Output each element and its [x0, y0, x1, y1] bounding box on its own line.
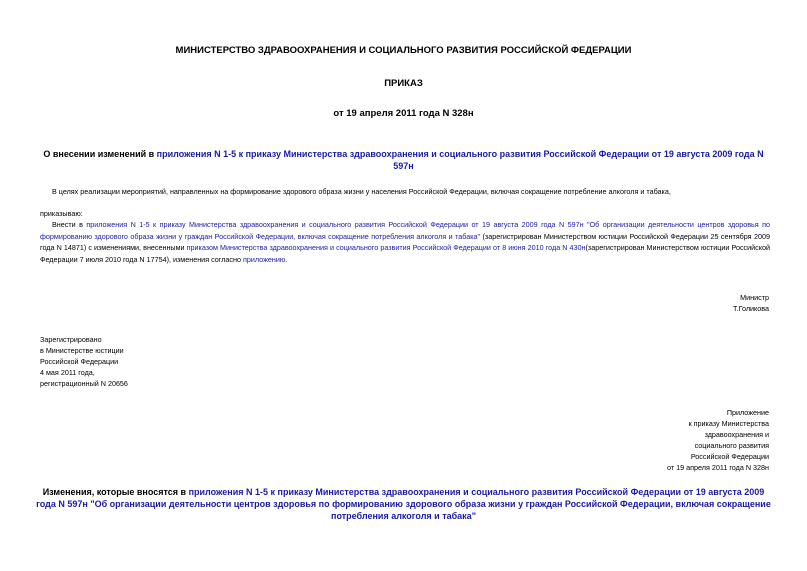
appendix-block: [549, 407, 769, 473]
body-text-2: (зарегистрирован Министерством юстиции Российской Федерации 25 сентября 2009 года N 14871) с изменениями, внесенными: [40, 231, 770, 252]
ministry-heading: МИНИСТЕРСТВО ЗДРАВООХРАНЕНИЯ И СОЦИАЛЬНОГО РАЗВИТИЯ РОССИЙСКОЙ ФЕДЕРАЦИИ: [175, 45, 632, 56]
registration-line-5: регистрационный N 20656: [40, 379, 128, 388]
doc-date-number: от 19 апреля 2011 года N 328н: [333, 108, 474, 119]
registration-line-2: в Министерстве юстиции: [40, 346, 124, 355]
registration-line-4: 4 мая 2011 года,: [40, 368, 95, 377]
doc-type-heading: ПРИКАЗ: [384, 78, 423, 89]
signature-block: [569, 292, 769, 314]
signature-name: Т.Голикова: [732, 304, 769, 313]
appendix-line-1: Приложение: [726, 408, 769, 417]
changes-title-prefix: Изменения, которые вносятся в: [42, 487, 189, 497]
appendix-line-4: социального развития: [694, 441, 769, 450]
appendix-line-2: к приказу Министерства: [688, 419, 769, 428]
preamble-text: В целях реализации мероприятий, направленных на формирование здорового образа жизни у населения Российской Федерации, включая сокращение потребление алкоголя и табака,: [52, 187, 671, 196]
body-text-4: .: [285, 254, 288, 264]
document-title-prefix: О внесении изменений в: [43, 149, 157, 159]
registration-block: [40, 334, 240, 389]
body-link-appendices[interactable]: приложения N 1-5 к приказу Министерства здравоохранения и социального развития Российской Федерации от 19 августа 2009 года N 597н "Об организации деятельности центров здоровья по формированию здорового образа жизни у граждан Российской Федерации, включая сокращение потребления алкоголя и табака": [40, 220, 770, 241]
document-title-link[interactable]: приложения N 1-5 к приказу Министерства здравоохранения и социального развития Российской Федерации от 19 августа 2009 года N 597н: [156, 149, 764, 171]
body-link-order-430n[interactable]: приказом Министерства здравоохранения и социального развития Российской Федерации от 8 июня 2010 года N 430н: [186, 243, 586, 252]
appendix-line-5: Российской Федерации: [690, 452, 769, 461]
order-word: приказываю:: [40, 209, 83, 218]
registration-line-3: Российской Федерации: [40, 357, 119, 366]
appendix-line-6: от 19 апреля 2011 года N 328н: [667, 463, 769, 472]
signature-position: Министр: [740, 293, 769, 302]
order-body-paragraph: [40, 219, 770, 265]
body-text-1: Внести в: [52, 220, 87, 229]
document-title: [40, 148, 767, 172]
registration-line-1: Зарегистрировано: [40, 335, 102, 344]
changes-title-link[interactable]: приложения N 1-5 к приказу Министерства здравоохранения и социального развития Российской Федерации от 19 августа 2009 года N 597н "Об организации деятельности центров здоровья по формированию здорового образа жизни у граждан Российской Федерации, включая сокращение потребления алкоголя и табака": [36, 487, 771, 521]
body-link-appendix[interactable]: приложению: [242, 254, 286, 264]
body-text-3: (зарегистрирован Министерством юстиции Российской Федерации 7 июля 2010 года N 17754), изменения согласно: [40, 243, 770, 264]
appendix-line-3: здравоохранения и: [704, 430, 769, 439]
changes-title: [35, 486, 772, 522]
